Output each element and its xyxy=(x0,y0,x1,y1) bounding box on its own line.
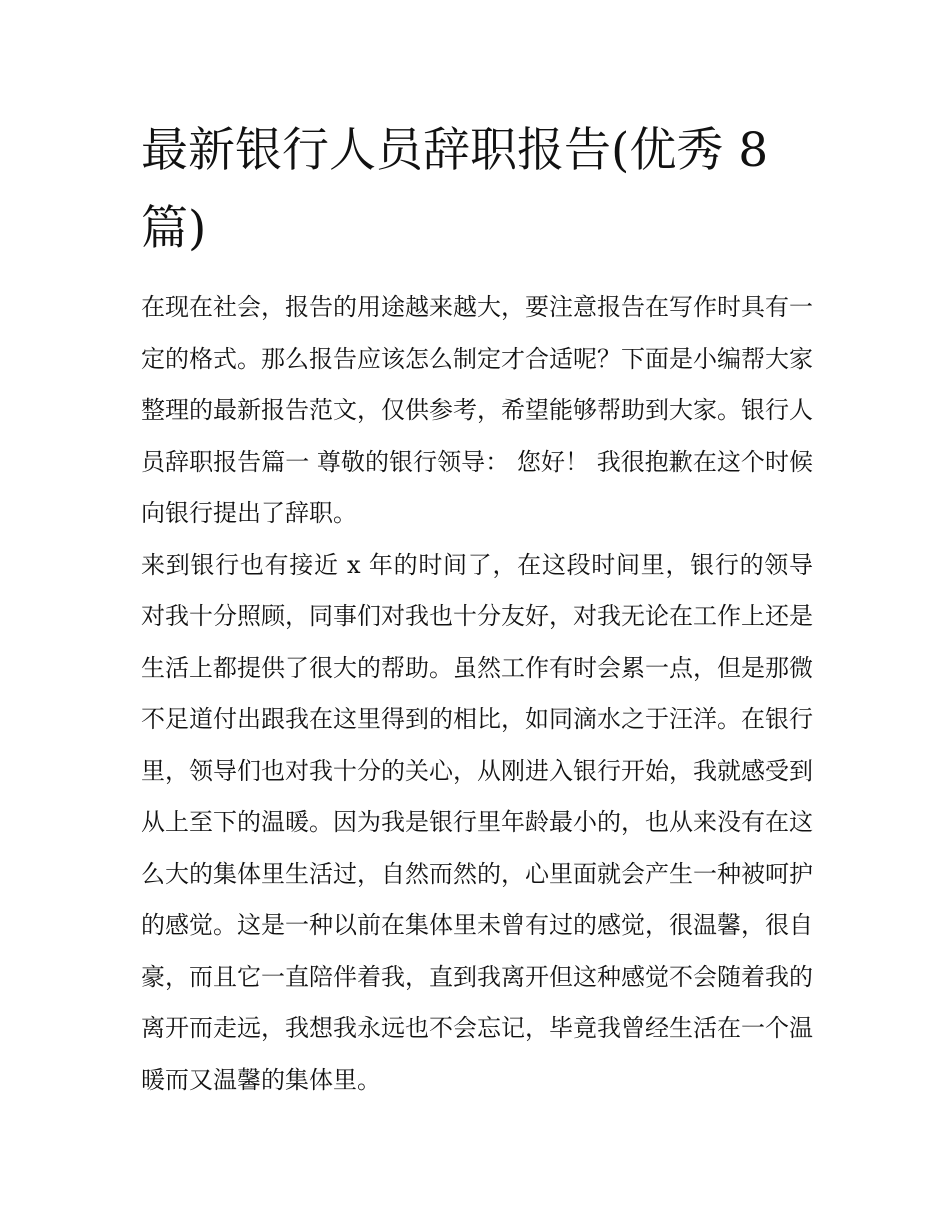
document-body xyxy=(141,112,813,1106)
paragraph-intro: 在现在社会，报告的用途越来越大，要注意报告在写作时具有一定的格式。那么报告应该怎么制定才合适呢？下面是小编帮大家整理的最新报告范文，仅供参考，希望能够帮助到大家。银行人员辞职报告篇一 尊敬的银行领导： 您好！ 我很抱歉在这个时候向银行提出了辞职。 xyxy=(141,293,813,527)
paragraph-body: 来到银行也有接近 x 年的时间了，在这段时间里，银行的领导对我十分照顾，同事们对我也十分友好，对我无论在工作上还是生活上都提供了很大的帮助。虽然工作有时会累一点，但是那微不足道付出跟我在这里得到的相比，如同滴水之于汪洋。在银行里，领导们也对我十分的关心，从刚进入银行开始，我就感受到从上至下的温暖。因为我是银行里年龄最小的，也从来没有在这么大的集体里生活过，自然而然的，心里面就会产生一种被呵护的感觉。这是一种以前在集体里未曾有过的感觉，很温馨，很自豪，而且它一直陪伴着我，直到我离开但这种感觉不会随着我的离开而走远，我想我永远也不会忘记，毕竟我曾经生活在一个温暖而又温馨的集体里。 xyxy=(141,550,813,1094)
page-title: 最新银行人员辞职报告(优秀 8 篇) xyxy=(141,123,769,256)
